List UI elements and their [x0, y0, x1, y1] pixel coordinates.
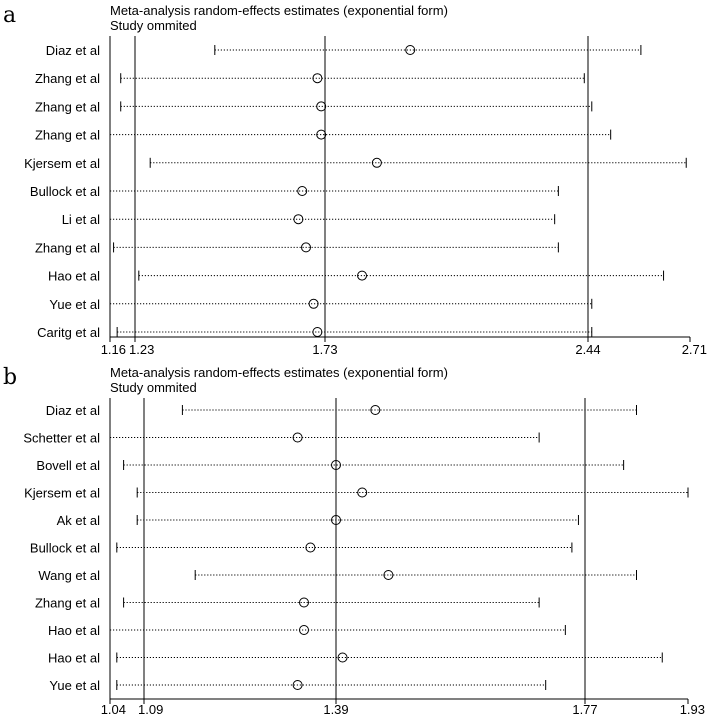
study-label: Zhang et al	[34, 595, 100, 611]
study-label: Zhang et al	[34, 240, 100, 256]
study-label: Zhang et al	[34, 127, 100, 143]
study-row	[35, 99, 592, 114]
study-label: Yue et al	[49, 678, 100, 693]
study-label: Zhang et al	[34, 99, 100, 115]
x-tick-label: 1.16	[100, 342, 126, 357]
point-estimate	[309, 299, 318, 308]
study-row	[46, 403, 637, 418]
x-tick-label: 1.23	[129, 342, 155, 357]
study-row	[62, 212, 555, 227]
study-row	[35, 240, 558, 255]
study-label: Hao et al	[47, 268, 100, 284]
point-estimate	[306, 543, 315, 552]
study-label: Li et al	[61, 212, 100, 228]
study-row	[35, 596, 539, 611]
study-label: Hao et al	[47, 623, 100, 638]
panel-b-subtitle: Study ommited	[110, 380, 197, 395]
study-label: Diaz et al	[45, 403, 100, 418]
point-estimate	[317, 102, 326, 111]
study-row	[48, 623, 565, 638]
point-estimate	[294, 215, 303, 224]
x-tick-label: 1.04	[100, 702, 126, 716]
study-label: Ak et al	[56, 513, 100, 528]
study-row	[24, 486, 688, 501]
study-label: Bovell et al	[36, 458, 100, 473]
panel-b-title: Meta-analysis random-effects estimates (exponential form)	[110, 365, 448, 380]
point-estimate	[300, 626, 309, 635]
study-label: Kjersem et al	[24, 155, 100, 171]
study-label: Bullock et al	[29, 184, 100, 199]
study-label: Hao et al	[47, 650, 100, 666]
panel-a-plot	[24, 36, 707, 357]
x-tick-label: 2.44	[575, 342, 601, 357]
x-tick-label: 1.73	[312, 342, 338, 357]
x-tick-label: 1.77	[572, 702, 598, 716]
point-estimate	[372, 158, 381, 167]
panel-letter-a: a	[3, 3, 17, 28]
x-tick-label: 2.71	[681, 342, 707, 357]
study-row	[30, 541, 572, 556]
study-row	[30, 184, 558, 199]
study-row	[36, 458, 623, 473]
study-label: Caritg et al	[37, 325, 100, 340]
study-row	[23, 431, 539, 446]
study-label: Schetter et al	[23, 430, 100, 446]
study-row	[57, 513, 579, 528]
study-label: Diaz et al	[45, 43, 100, 58]
x-tick-label: 1.09	[138, 702, 164, 716]
study-row	[35, 128, 611, 143]
point-estimate	[313, 74, 322, 83]
study-row	[49, 297, 591, 312]
x-tick-label: 1.93	[679, 702, 705, 716]
study-row	[49, 678, 545, 693]
study-row	[35, 71, 584, 86]
panel-b-plot	[23, 398, 705, 716]
study-label: Yue et al	[49, 296, 100, 312]
study-row	[37, 325, 592, 340]
study-row	[24, 156, 686, 171]
study-row	[38, 568, 636, 583]
study-row	[48, 651, 662, 666]
study-label: Kjersem et al	[24, 485, 100, 501]
x-tick-label: 1.39	[323, 702, 349, 716]
study-label: Wang et al	[38, 568, 100, 583]
panel-a-subtitle: Study ommited	[110, 18, 197, 33]
panel-a	[3, 3, 707, 357]
point-estimate	[313, 328, 322, 337]
panel-letter-b: b	[3, 365, 18, 390]
point-estimate	[293, 433, 302, 442]
study-label: Zhang et al	[34, 71, 100, 87]
study-row	[48, 269, 664, 284]
study-label: Bullock et al	[29, 540, 100, 556]
panel-a-title: Meta-analysis random-effects estimates (exponential form)	[110, 3, 448, 18]
panel-b	[3, 365, 705, 716]
